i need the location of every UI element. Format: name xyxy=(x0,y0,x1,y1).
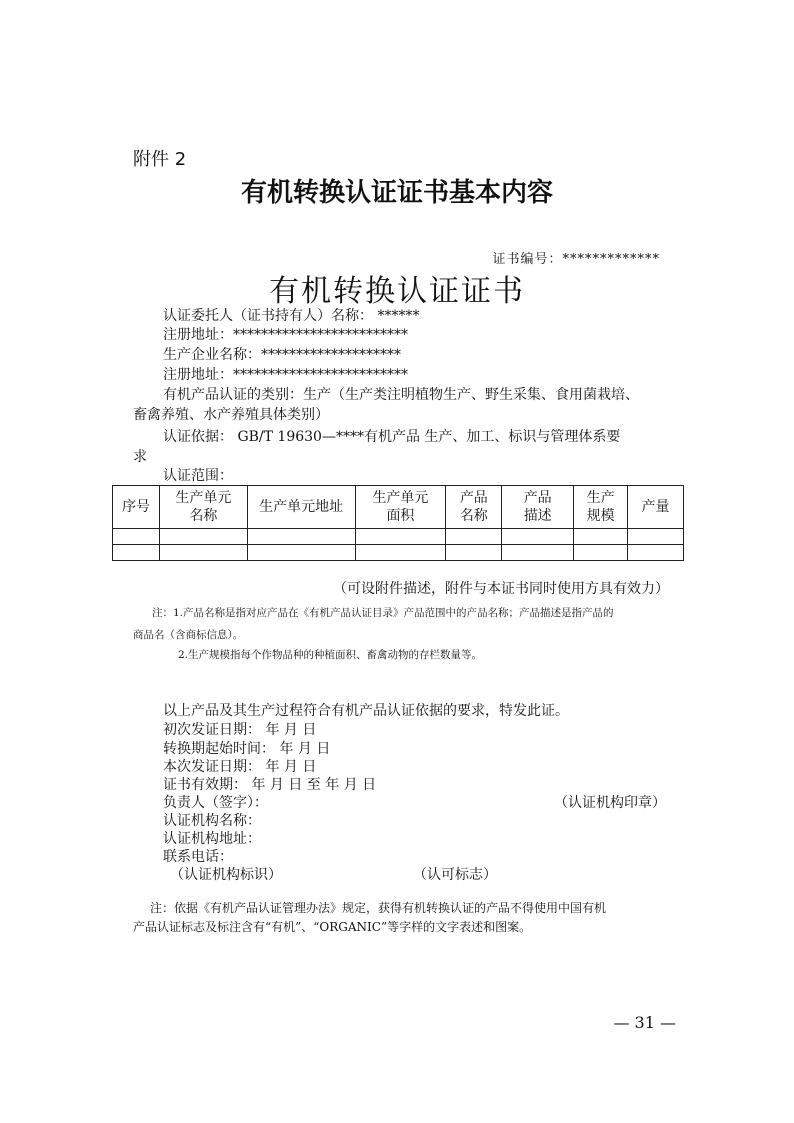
seal-label: （认证机构印章） xyxy=(554,795,666,811)
producer-name-field: 生产企业名称：******************** xyxy=(163,347,401,363)
page-title: 有机转换认证证书基本内容 xyxy=(240,178,553,208)
certification-basis-line2: 求 xyxy=(133,449,147,465)
attachment-label: 附件 2 xyxy=(133,149,187,170)
table-header-cell xyxy=(502,486,574,529)
table-header-cell xyxy=(355,486,446,529)
table-cell xyxy=(446,545,502,561)
header-text: 序号 xyxy=(121,499,150,515)
header-text: 生产 规模 xyxy=(586,490,615,524)
table-cell xyxy=(502,529,574,545)
table-cell xyxy=(247,529,355,545)
table-header-cell xyxy=(113,486,160,529)
footnote-line1: 注：依据《有机产品认证管理办法》规定，获得有机转换认证的产品不得使用中国有机 xyxy=(150,901,607,915)
accreditation-logo-label: （认可标志） xyxy=(413,867,497,883)
certification-scope-label: 认证范围： xyxy=(163,468,233,484)
header-text: 产品 名称 xyxy=(459,490,488,524)
cb-name-field: 认证机构名称： xyxy=(163,813,261,829)
certificate-number: 证书编号：************* xyxy=(492,252,660,267)
table-cell xyxy=(113,529,160,545)
header-text: 产品 描述 xyxy=(523,490,552,524)
table-cell xyxy=(628,545,684,561)
table-cell xyxy=(355,545,446,561)
page-number: — 31 — xyxy=(613,1013,676,1032)
client-address-field: 注册地址：************************* xyxy=(163,327,408,343)
table-cell xyxy=(159,529,247,545)
certification-basis-line1: 认证依据： GB/T 19630—****有机产品 生产、加工、标识与管理体系要 xyxy=(163,429,621,445)
table-cell xyxy=(574,529,628,545)
note-1-line1: 注：1.产品名称是指对应产品在《有机产品认证目录》产品范围中的产品名称；产品描述是指产品的 xyxy=(152,607,614,619)
certification-type-line2: 畜禽养殖、水产养殖具体类别） xyxy=(133,407,329,423)
header-text: 生产单元 名称 xyxy=(175,490,232,524)
table-cell xyxy=(502,545,574,561)
note-2: 2.生产规模指每个作物品种的种植面积、畜禽动物的存栏数量等。 xyxy=(178,649,483,661)
cb-address-field: 认证机构地址： xyxy=(163,831,261,847)
validity-period: 证书有效期： 年 月 日 至 年 月 日 xyxy=(163,777,377,793)
attachment-note: （可设附件描述，附件与本证书同时使用方具有效力） xyxy=(333,581,669,597)
table-header-cell xyxy=(574,486,628,529)
compliance-statement: 以上产品及其生产过程符合有机产品认证依据的要求，特发此证。 xyxy=(163,703,569,719)
client-name-field: 认证委托人（证书持有人）名称： ****** xyxy=(163,308,420,324)
note-1-line2: 商品名（含商标信息）。 xyxy=(133,629,244,641)
table-cell xyxy=(247,545,355,561)
header-text: 生产单元 面积 xyxy=(372,490,429,524)
table-cell xyxy=(355,529,446,545)
certificate-title: 有机转换认证证书 xyxy=(269,274,525,309)
this-issue-date: 本次发证日期： 年 月 日 xyxy=(163,759,317,775)
phone-field: 联系电话： xyxy=(163,849,233,865)
table-cell xyxy=(446,529,502,545)
responsible-person: 负责人（签字）： xyxy=(163,795,268,811)
table-header-cell xyxy=(159,486,247,529)
table-row xyxy=(113,545,684,561)
footnote-line2: 产品认证标志及标注含有“有机”、“ORGANIC”等字样的文字表述和图案。 xyxy=(133,920,532,934)
certification-type-line1: 有机产品认证的类别：生产（生产类注明植物生产、野生采集、食用菌栽培、 xyxy=(163,387,639,403)
first-issue-date: 初次发证日期： 年 月 日 xyxy=(163,722,317,738)
table-header-cell xyxy=(247,486,355,529)
table-header-cell xyxy=(628,486,684,529)
table-cell xyxy=(159,545,247,561)
header-text: 生产单元地址 xyxy=(259,499,344,515)
producer-address-field: 注册地址：************************* xyxy=(163,367,408,383)
table-header-cell xyxy=(446,486,502,529)
table-cell xyxy=(113,545,160,561)
table-cell xyxy=(628,529,684,545)
table-cell xyxy=(574,545,628,561)
scope-table xyxy=(112,485,684,561)
table-header-row xyxy=(113,486,684,529)
header-text: 产量 xyxy=(641,499,670,515)
table-row xyxy=(113,529,684,545)
conversion-start-date: 转换期起始时间： 年 月 日 xyxy=(163,741,331,757)
cb-logo-label: （认证机构标识） xyxy=(170,867,282,883)
